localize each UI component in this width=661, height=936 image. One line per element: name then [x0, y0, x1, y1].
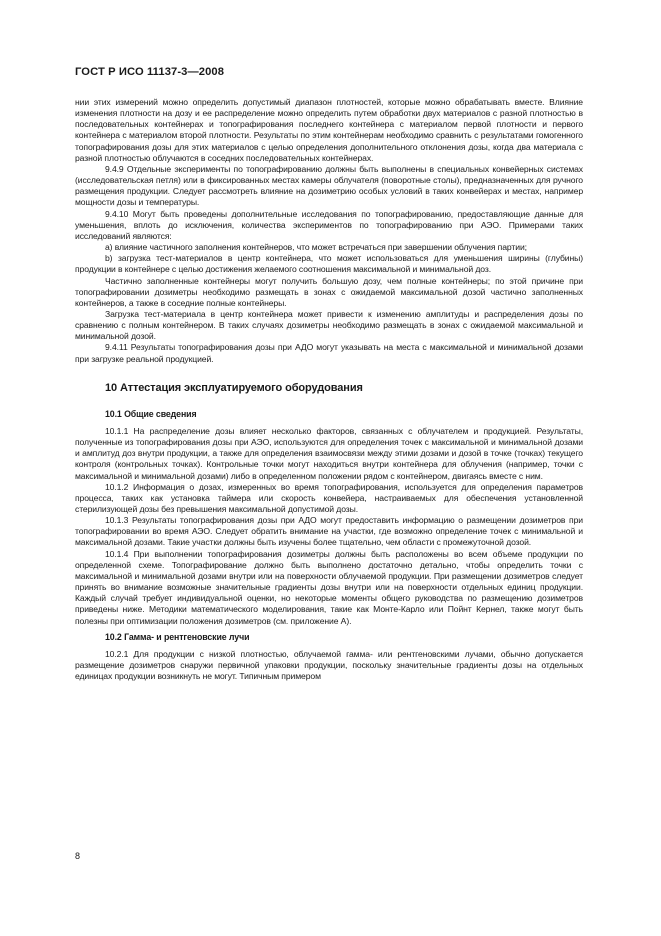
subsection-title-10-2: 10.2 Гамма- и рентгеновские лучи [105, 631, 250, 642]
paragraph-10-1-4: 10.1.4 При выполнении топографирования дозиметры должны быть расположены во всем объеме продукции по определенной схеме. Топографирование должно быть выполнено достаточно детально, чтобы определить точки с максимальной и минимальной дозами внутри или на поверхности облучаемой продукции. При размещении дозиметров следует принять во внимание возможные значительные градиенты дозы внутри или на поверхности отдельных единиц продукции. Каждый случай требует индивидуальной оценки, но некоторые моменты общего руководства по размещению дозиметров приведены ниже. Методики математического моделирования, такие как Монте-Карло или Пойнт Кернел, также могут быть полезны при оптимизации положения дозиметров (см. приложение А). [75, 548, 583, 626]
paragraph-test-material-load: Загрузка тест-материала в центр контейнера может привести к изменению амплитуды и распределения дозы по сравнению с полным контейнером. В таких случаях дозиметры необходимо размещать в зонах с ожидаемой максимальной и минимальной дозой. [75, 308, 583, 342]
paragraph-9-4-11: 9.4.11 Результаты топографирования дозы при АДО могут указывать на места с максимальной и минимальной дозами при загрузке реальной продукцией. [75, 342, 583, 364]
page-number: 8 [75, 851, 81, 861]
paragraph-9-4-10: 9.4.10 Могут быть проведены дополнительные исследования по топографированию, предоставляющие данные для уменьшения, вплоть до исключения, количества экспериментов по топографированию при АЭО. Примерами таких исследований являются: [75, 208, 583, 241]
paragraph-9-4-9: 9.4.9 Отдельные эксперименты по топографированию должны быть выполнены в специальных конвейерных системах (исследовательская петля) или в фиксированных местах камеры облучателя (поворотные столы), предназначенных для ручного размещения продукции. Следует рассмотреть влияние на дозиметрию особых условий в таких конвейерах и местах, например мощности дозы и температуры. [75, 163, 583, 208]
subsection-title-10-1: 10.1 Общие сведения [105, 408, 197, 419]
paragraph-10-1-1: 10.1.1 На распределение дозы влияет несколько факторов, связанных с облучателем и продукцией. Результаты, полученные из топографирования дозы при АЭО, используются для определения точек с максимальной и минимальной дозами и амплитуд доз внутри продукции, а также для определения взаимосвязи между этими дозами и дозой в точке (точках) текущего контроля (контрольных точках). Контрольные точки могут находиться внутри контейнера для облучения (например, точки с максимальной и минимальной дозами) либо в определенном положении рядом с контейнером, двигаясь вместе с ним. [75, 425, 583, 481]
list-item-b: b) загрузка тест-материалов в центр контейнера, что может использоваться для уменьшения ширины (глубины) продукции в контейнере с целью достижения желаемого соотношения максимальной и минимальной доз. [75, 253, 583, 275]
paragraph-10-1-3: 10.1.3 Результаты топографирования дозы при АДО могут предоставить информацию о размещении дозиметров при топографировании во время АЭО. Следует обратить внимание на участки, где возможно определение точек с минимальной и максимальной дозами. Такие участки должны быть изучены более тщательно, чем области с промежуточной дозой. [75, 515, 583, 548]
section-title-10: 10 Аттестация эксплуатируемого оборудования [105, 381, 363, 394]
list-item-a: a) влияние частичного заполнения контейнеров, что может встречаться при завершении облучения партии; [105, 242, 527, 253]
document-header: ГОСТ Р ИСО 11137-3—2008 [75, 66, 225, 78]
paragraph-partial-containers: Частично заполненные контейнеры могут получить большую дозу, чем полные контейнеры; по этой причине при топографировании дозиметры необходимо размещать в зонах с ожидаемой максимальной дозой частично заполненных контейнеров, а также в соседние полные контейнеры. [75, 275, 583, 308]
document-body [75, 97, 583, 682]
paragraph-10-1-2: 10.1.2 Информация о дозах, измеренных во время топографирования, используется для определения параметров процесса, таких как установка таймера или скорость конвейера, настраиваемых для обеспечения установленной стерилизующей дозы без превышения максимальной допустимой дозы. [75, 481, 583, 514]
paragraph-10-2-1: 10.2.1 Для продукции с низкой плотностью, облучаемой гамма- или рентгеновскими лучами, обычно допускается размещение дозиметров снаружи первичной упаковки продукции, поскольку значительные градиенты дозы на отдельных единицах продукции возникнуть не могут. Типичным примером [75, 648, 583, 682]
paragraph-continuation: нии этих измерений можно определить допустимый диапазон плотностей, которые можно обрабатывать вместе. Влияние изменения плотности на дозу и ее распределение можно определить путем обработки двух материалов с разной плотностью в последовательных контейнерах и топографирования последнего контейнера с материалом первой плотности и первого контейнера с материалом второй плотности. Результаты по этим контейнерам необходимо сравнить с результатами гомогенного топографирования дозы для этих материалов с целью определения дополнительного отклонения дозы, когда два материала с разной плотностью облучаются в соседних последовательных контейнерах. [75, 97, 583, 163]
